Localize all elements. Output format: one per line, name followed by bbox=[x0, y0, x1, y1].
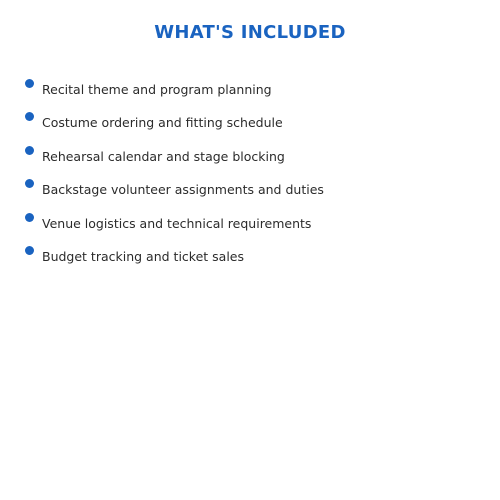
list-item-text: Costume ordering and fitting schedule bbox=[42, 115, 283, 131]
list-item bbox=[0, 243, 500, 276]
list-item bbox=[0, 210, 500, 243]
included-list bbox=[0, 76, 500, 276]
page-title: WHAT'S INCLUDED bbox=[154, 22, 346, 43]
bullet-icon bbox=[25, 112, 34, 121]
bullet-icon bbox=[25, 213, 34, 222]
bullet-icon bbox=[25, 146, 34, 155]
list-item-text: Backstage volunteer assignments and duties bbox=[42, 182, 324, 198]
list-item bbox=[0, 176, 500, 209]
list-item bbox=[0, 76, 500, 109]
list-item-text: Venue logistics and technical requirements bbox=[42, 215, 312, 231]
bullet-icon bbox=[25, 246, 34, 255]
bullet-icon bbox=[25, 179, 34, 188]
list-item-text: Recital theme and program planning bbox=[42, 82, 272, 97]
bullet-icon bbox=[25, 79, 34, 88]
list-item bbox=[0, 143, 500, 176]
list-item bbox=[0, 109, 500, 142]
list-item-text: Budget tracking and ticket sales bbox=[42, 248, 244, 264]
list-item-text: Rehearsal calendar and stage blocking bbox=[42, 148, 285, 164]
